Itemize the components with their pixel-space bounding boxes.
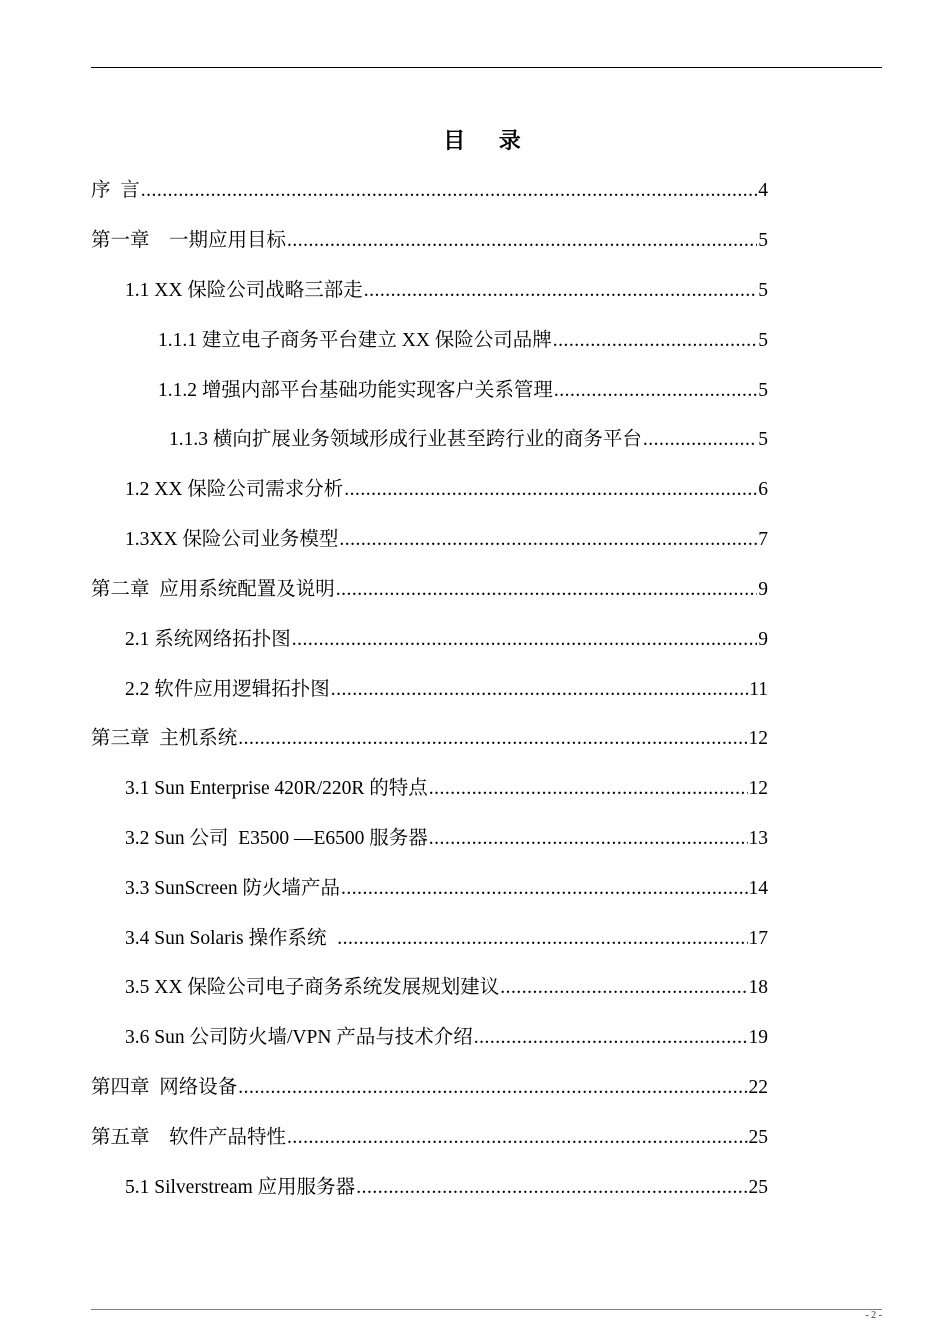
toc-entry-label: 3.5 XX 保险公司电子商务系统发展规划建议 <box>125 977 500 998</box>
toc-entry[interactable] <box>125 625 768 655</box>
toc-leader-dots <box>553 326 757 356</box>
toc-entry-page: 5 <box>758 280 768 301</box>
toc-entry-label: 3.6 Sun 公司防火墙/VPN 产品与技术介绍 <box>125 1027 473 1048</box>
toc-entry-page: 5 <box>758 330 768 351</box>
toc-entry-label: 2.1 系统网络拓扑图 <box>125 629 291 650</box>
toc-leader-dots <box>344 475 757 505</box>
toc-entry-label: 1.1.3 横向扩展业务领域形成行业甚至跨行业的商务平台 <box>169 429 642 450</box>
toc-entry[interactable] <box>91 724 768 754</box>
toc-entry-page: 12 <box>748 778 768 799</box>
toc-entry-page: 22 <box>748 1077 768 1098</box>
toc-entry-label: 1.1.1 建立电子商务平台建立 XX 保险公司品牌 <box>158 330 552 351</box>
toc-entry-label: 3.1 Sun Enterprise 420R/220R 的特点 <box>125 778 428 799</box>
toc-entry-page: 19 <box>748 1027 768 1048</box>
toc-entry-page: 11 <box>749 679 768 700</box>
toc-entry-label: 3.2 Sun 公司 E3500 —E6500 服务器 <box>125 828 428 849</box>
toc-entry[interactable] <box>125 973 768 1003</box>
toc-entry[interactable] <box>125 675 768 705</box>
toc-entry[interactable] <box>125 824 768 854</box>
toc-entry-label: 1.1 XX 保险公司战略三部走 <box>125 280 363 301</box>
toc-leader-dots <box>356 1173 747 1203</box>
toc-leader-dots <box>292 625 757 655</box>
toc-title: 目 录 <box>443 128 535 153</box>
toc-entry[interactable] <box>125 475 768 505</box>
toc-entry-page: 5 <box>758 429 768 450</box>
toc-entry[interactable] <box>125 924 768 954</box>
toc-entry[interactable] <box>158 326 768 356</box>
footer-page-number: - 2 - <box>865 1310 882 1321</box>
toc-entry-label: 第一章 一期应用目标 <box>91 230 287 251</box>
toc-entry[interactable] <box>125 1023 768 1053</box>
toc-entry[interactable] <box>91 1123 768 1153</box>
toc-entry-label: 序 言 <box>91 180 140 201</box>
toc-entry-label: 3.3 SunScreen 防火墙产品 <box>125 878 341 899</box>
toc-leader-dots <box>238 724 747 754</box>
toc-entry[interactable] <box>125 1173 768 1203</box>
toc-entry-label: 5.1 Silverstream 应用服务器 <box>125 1177 356 1198</box>
toc-entry[interactable] <box>125 774 768 804</box>
toc-leader-dots <box>643 425 757 455</box>
toc-leader-dots <box>331 675 748 705</box>
toc-entry-page: 18 <box>748 977 768 998</box>
toc-entry-page: 12 <box>748 728 768 749</box>
toc-leader-dots <box>341 874 747 904</box>
footer-rule <box>91 1309 882 1310</box>
toc-entry-label: 3.4 Sun Solaris 操作系统 <box>125 928 337 949</box>
toc-entry[interactable] <box>125 525 768 555</box>
toc-entry-page: 9 <box>758 629 768 650</box>
toc-entry-page: 9 <box>758 579 768 600</box>
toc-entry-label: 1.3XX 保险公司业务模型 <box>125 529 339 550</box>
toc-entry[interactable] <box>91 176 768 206</box>
toc-leader-dots <box>429 824 748 854</box>
toc-leader-dots <box>339 525 757 555</box>
toc-entry-page: 17 <box>748 928 768 949</box>
toc-leader-dots <box>337 924 747 954</box>
header-rule <box>91 67 882 68</box>
toc-entry[interactable] <box>125 874 768 904</box>
toc-leader-dots <box>287 226 757 256</box>
toc-leader-dots <box>364 276 757 306</box>
toc-entry[interactable] <box>125 276 768 306</box>
toc-entry-label: 1.1.2 增强内部平台基础功能实现客户关系管理 <box>158 380 553 401</box>
toc-leader-dots <box>500 973 747 1003</box>
toc-entry-label: 第四章 网络设备 <box>91 1077 238 1098</box>
toc-entry-page: 7 <box>758 529 768 550</box>
toc-entry-page: 25 <box>748 1177 768 1198</box>
toc-entry-label: 第五章 软件产品特性 <box>91 1127 287 1148</box>
toc-entry[interactable] <box>91 226 768 256</box>
toc-entry-page: 5 <box>758 380 768 401</box>
toc-entry[interactable] <box>169 425 768 455</box>
toc-leader-dots <box>429 774 748 804</box>
toc-entry-page: 6 <box>758 479 768 500</box>
toc-entry[interactable] <box>158 376 768 406</box>
toc-entry[interactable] <box>91 575 768 605</box>
toc-entry[interactable] <box>91 1073 768 1103</box>
toc-entry-page: 13 <box>748 828 768 849</box>
toc-leader-dots <box>554 376 757 406</box>
toc-leader-dots <box>141 176 757 206</box>
toc-leader-dots <box>287 1123 747 1153</box>
toc-entry-page: 5 <box>758 230 768 251</box>
toc-entry-page: 14 <box>748 878 768 899</box>
toc-entry-label: 2.2 软件应用逻辑拓扑图 <box>125 679 330 700</box>
toc-entry-page: 4 <box>758 180 768 201</box>
toc-entry-label: 第二章 应用系统配置及说明 <box>91 579 335 600</box>
toc-leader-dots <box>474 1023 748 1053</box>
toc-entry-label: 第三章 主机系统 <box>91 728 238 749</box>
toc-entry-label: 1.2 XX 保险公司需求分析 <box>125 479 344 500</box>
toc-entry-page: 25 <box>748 1127 768 1148</box>
toc-leader-dots <box>238 1073 747 1103</box>
toc-leader-dots <box>336 575 757 605</box>
